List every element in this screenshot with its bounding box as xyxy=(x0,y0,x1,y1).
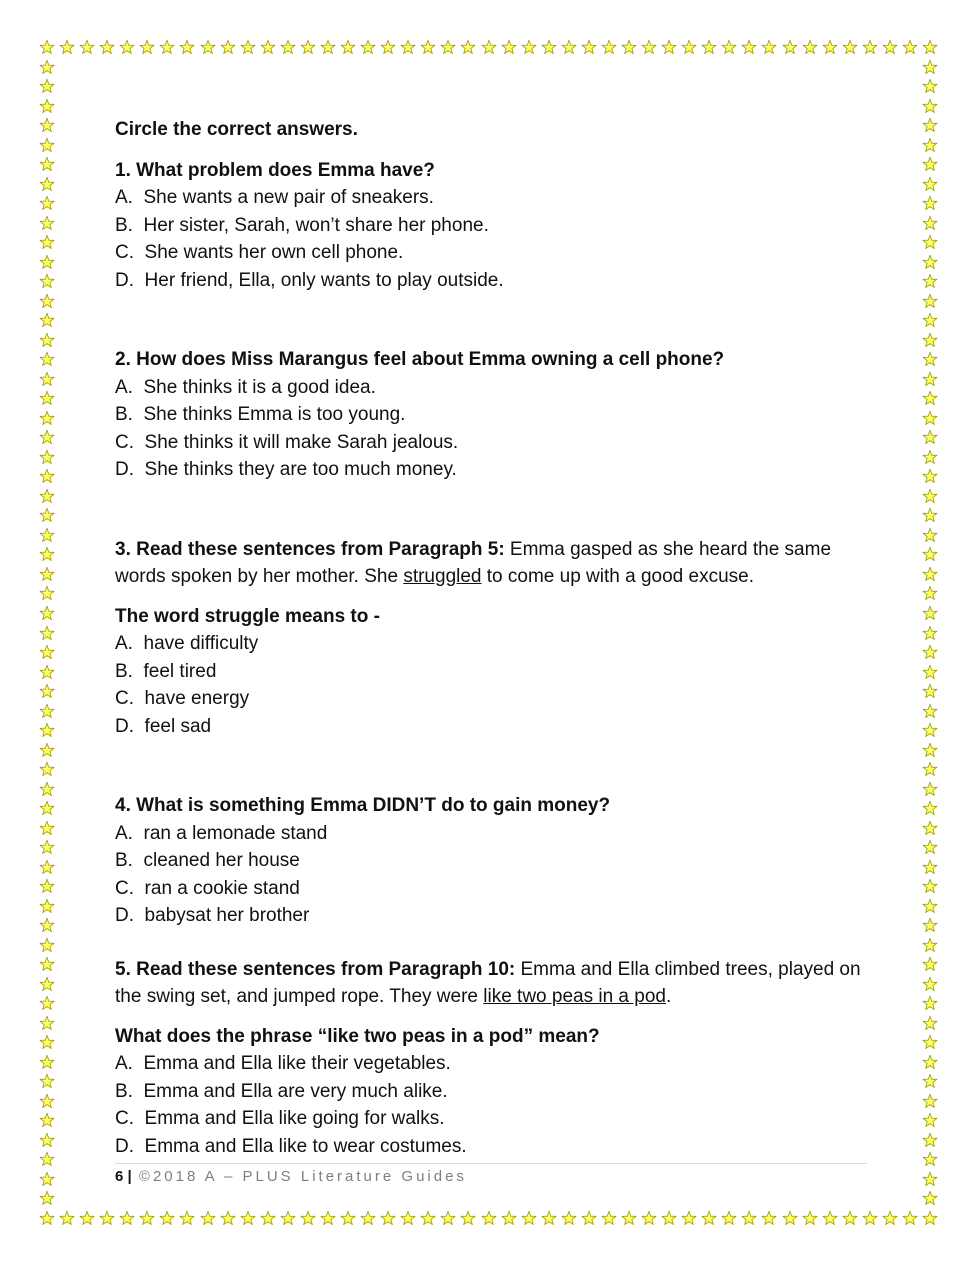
star-icon xyxy=(922,566,938,582)
star-icon xyxy=(701,39,717,55)
answer-choice[interactable]: B. cleaned her house xyxy=(115,850,300,871)
answer-choice[interactable]: C. She thinks it will make Sarah jealous. xyxy=(115,431,459,453)
star-icon xyxy=(39,956,55,972)
question-subprompt: What does the phrase “like two peas in a pod” mean? xyxy=(115,1025,600,1047)
star-icon xyxy=(922,468,938,484)
star-icon xyxy=(39,176,55,192)
star-icon xyxy=(39,527,55,543)
star-icon xyxy=(922,1073,938,1089)
star-icon xyxy=(39,1093,55,1109)
star-icon xyxy=(922,644,938,660)
underlined-phrase: like two peas in a pod xyxy=(483,986,666,1007)
star-icon xyxy=(581,1210,597,1226)
star-icon xyxy=(39,1073,55,1089)
worksheet-content xyxy=(115,116,875,1186)
star-icon xyxy=(922,137,938,153)
star-icon xyxy=(481,1210,497,1226)
star-icon xyxy=(501,39,517,55)
star-icon xyxy=(39,117,55,133)
star-icon xyxy=(922,878,938,894)
star-icon xyxy=(380,1210,396,1226)
star-icon xyxy=(641,1210,657,1226)
star-icon xyxy=(922,1171,938,1187)
star-icon xyxy=(39,332,55,348)
star-icon xyxy=(440,1210,456,1226)
star-icon xyxy=(922,937,938,953)
answer-choice[interactable]: A. ran a lemonade stand xyxy=(115,822,328,844)
star-icon xyxy=(922,683,938,699)
star-icon xyxy=(200,1210,216,1226)
star-icon xyxy=(922,351,938,367)
star-icon xyxy=(922,410,938,426)
star-icon xyxy=(701,1210,717,1226)
star-icon xyxy=(922,664,938,680)
star-icon xyxy=(761,39,777,55)
star-icon xyxy=(922,488,938,504)
star-icon xyxy=(922,176,938,192)
star-icon xyxy=(922,1190,938,1206)
star-icon xyxy=(240,39,256,55)
star-icon xyxy=(501,1210,517,1226)
star-icon xyxy=(39,976,55,992)
star-icon xyxy=(39,1171,55,1187)
star-icon xyxy=(922,429,938,445)
star-icon xyxy=(39,1034,55,1050)
star-icon xyxy=(741,1210,757,1226)
star-icon xyxy=(39,781,55,797)
star-icon xyxy=(39,839,55,855)
star-icon xyxy=(360,39,376,55)
star-icon xyxy=(922,742,938,758)
star-icon xyxy=(922,332,938,348)
question-2 xyxy=(115,346,875,484)
star-icon xyxy=(220,39,236,55)
star-icon xyxy=(39,878,55,894)
star-icon xyxy=(741,39,757,55)
answer-choice[interactable]: C. She wants her own cell phone. xyxy=(115,242,404,263)
star-icon xyxy=(922,312,938,328)
star-icon xyxy=(39,722,55,738)
star-icon xyxy=(400,1210,416,1226)
star-icon xyxy=(922,839,938,855)
star-icon xyxy=(39,898,55,914)
star-icon xyxy=(39,1190,55,1206)
question-title: 4. What is something Emma DIDN’T do to gain money? xyxy=(115,795,611,816)
star-icon xyxy=(39,820,55,836)
passage-text: Emma gasped as she heard the same words spoken by her mother. She xyxy=(115,538,832,587)
star-icon xyxy=(159,39,175,55)
underlined-word: struggled xyxy=(403,566,482,587)
star-icon xyxy=(922,234,938,250)
star-icon xyxy=(922,605,938,621)
star-icon xyxy=(39,1151,55,1167)
copyright-text: ©2018 A – PLUS Literature Guides xyxy=(138,1168,467,1185)
star-icon xyxy=(581,39,597,55)
star-icon xyxy=(39,39,55,55)
star-icon xyxy=(240,1210,256,1226)
star-icon xyxy=(460,39,476,55)
star-icon xyxy=(882,39,898,55)
page-number: 6 | xyxy=(115,1168,132,1185)
star-icon xyxy=(139,1210,155,1226)
star-icon xyxy=(39,137,55,153)
star-icon xyxy=(541,39,557,55)
star-icon xyxy=(99,39,115,55)
star-icon xyxy=(922,898,938,914)
star-icon xyxy=(39,293,55,309)
star-icon xyxy=(39,273,55,289)
star-icon xyxy=(39,449,55,465)
star-icon xyxy=(39,1210,55,1226)
star-icon xyxy=(39,605,55,621)
star-icon xyxy=(721,1210,737,1226)
star-icon xyxy=(59,1210,75,1226)
star-icon xyxy=(561,39,577,55)
star-icon xyxy=(300,1210,316,1226)
star-icon xyxy=(39,644,55,660)
star-icon xyxy=(661,39,677,55)
star-icon xyxy=(922,546,938,562)
star-icon xyxy=(541,1210,557,1226)
star-icon xyxy=(922,39,938,55)
star-icon xyxy=(922,449,938,465)
star-icon xyxy=(39,215,55,231)
star-icon xyxy=(922,995,938,1011)
star-icon xyxy=(922,722,938,738)
star-icon xyxy=(440,39,456,55)
star-icon xyxy=(782,39,798,55)
question-title: 1. What problem does Emma have? xyxy=(115,159,435,181)
question-1 xyxy=(115,157,875,295)
star-icon xyxy=(39,995,55,1011)
star-icon xyxy=(39,507,55,523)
star-icon xyxy=(320,1210,336,1226)
star-icon xyxy=(521,1210,537,1226)
star-icon xyxy=(39,429,55,445)
star-icon xyxy=(39,546,55,562)
question-title: 5. Read these sentences from Paragraph 10: xyxy=(115,958,516,980)
answer-choice[interactable]: B. Emma and Ella are very much alike. xyxy=(115,1080,448,1102)
question-title: 2. How does Miss Marangus feel about Emma owning a cell phone? xyxy=(115,349,725,370)
star-icon xyxy=(882,1210,898,1226)
star-icon xyxy=(922,1093,938,1109)
star-icon xyxy=(721,39,737,55)
answer-choice[interactable]: B. feel tired xyxy=(115,660,217,682)
star-icon xyxy=(922,1054,938,1070)
star-icon xyxy=(922,156,938,172)
star-icon xyxy=(922,390,938,406)
star-icon xyxy=(621,39,637,55)
star-icon xyxy=(922,1015,938,1031)
instruction: Circle the correct answers. xyxy=(115,119,358,140)
star-icon xyxy=(922,625,938,641)
star-icon xyxy=(922,507,938,523)
star-icon xyxy=(79,1210,95,1226)
star-icon xyxy=(922,820,938,836)
answer-choice[interactable]: B. She thinks Emma is too young. xyxy=(115,404,406,425)
answer-choice[interactable]: A. She thinks it is a good idea. xyxy=(115,376,376,398)
passage-text: . xyxy=(665,986,672,1007)
question-3 xyxy=(115,536,875,741)
star-icon xyxy=(39,800,55,816)
star-icon xyxy=(521,39,537,55)
star-icon xyxy=(39,917,55,933)
star-icon xyxy=(39,703,55,719)
question-5 xyxy=(115,956,875,1161)
answer-choice[interactable]: D. Emma and Ella like to wear costumes. xyxy=(115,1135,467,1157)
star-icon xyxy=(260,1210,276,1226)
star-icon xyxy=(139,39,155,55)
answer-choice[interactable]: C. ran a cookie stand xyxy=(115,877,300,899)
answer-choice[interactable]: A. have difficulty xyxy=(115,633,259,654)
star-icon xyxy=(39,937,55,953)
star-icon xyxy=(862,1210,878,1226)
star-icon xyxy=(802,39,818,55)
question-passage xyxy=(115,536,875,591)
star-icon xyxy=(39,1112,55,1128)
answer-choice[interactable]: D. She thinks they are too much money. xyxy=(115,459,457,480)
star-icon xyxy=(601,1210,617,1226)
star-icon xyxy=(79,39,95,55)
star-icon xyxy=(481,39,497,55)
star-icon xyxy=(99,1210,115,1226)
star-icon xyxy=(200,39,216,55)
star-icon xyxy=(922,1034,938,1050)
star-icon xyxy=(179,1210,195,1226)
star-icon xyxy=(300,39,316,55)
star-icon xyxy=(922,956,938,972)
star-icon xyxy=(39,254,55,270)
star-icon xyxy=(39,1054,55,1070)
star-icon xyxy=(340,39,356,55)
star-icon xyxy=(922,195,938,211)
star-icon xyxy=(280,1210,296,1226)
star-icon xyxy=(39,78,55,94)
star-icon xyxy=(902,39,918,55)
star-icon xyxy=(39,351,55,367)
answer-choice[interactable]: D. feel sad xyxy=(115,715,212,737)
star-icon xyxy=(922,781,938,797)
star-icon xyxy=(782,1210,798,1226)
star-icon xyxy=(220,1210,236,1226)
star-icon xyxy=(661,1210,677,1226)
answer-choice[interactable]: D. Her friend, Ella, only wants to play outside. xyxy=(115,269,504,291)
star-icon xyxy=(822,39,838,55)
star-icon xyxy=(842,39,858,55)
star-icon xyxy=(39,156,55,172)
star-icon xyxy=(39,410,55,426)
star-icon xyxy=(179,39,195,55)
star-icon xyxy=(380,39,396,55)
star-icon xyxy=(39,859,55,875)
star-icon xyxy=(922,98,938,114)
star-icon xyxy=(641,39,657,55)
star-icon xyxy=(922,585,938,601)
star-icon xyxy=(39,742,55,758)
passage-text: to come up with a good excuse. xyxy=(481,566,754,587)
star-icon xyxy=(922,273,938,289)
star-icon xyxy=(922,371,938,387)
star-icon xyxy=(39,566,55,582)
star-icon xyxy=(280,39,296,55)
star-icon xyxy=(822,1210,838,1226)
star-icon xyxy=(621,1210,637,1226)
star-icon xyxy=(260,39,276,55)
answer-choice[interactable]: A. Emma and Ella like their vegetables. xyxy=(115,1053,451,1074)
star-icon xyxy=(39,98,55,114)
star-icon xyxy=(39,585,55,601)
answer-choice[interactable]: B. Her sister, Sarah, won’t share her phone. xyxy=(115,214,489,236)
star-icon xyxy=(842,1210,858,1226)
star-icon xyxy=(922,800,938,816)
star-icon xyxy=(39,371,55,387)
star-icon xyxy=(320,39,336,55)
star-icon xyxy=(922,527,938,543)
star-icon xyxy=(922,1210,938,1226)
star-icon xyxy=(922,78,938,94)
star-icon xyxy=(39,488,55,504)
question-passage xyxy=(115,956,875,1011)
star-icon xyxy=(761,1210,777,1226)
star-icon xyxy=(681,39,697,55)
star-icon xyxy=(59,39,75,55)
star-icon xyxy=(400,39,416,55)
page-footer xyxy=(115,1163,867,1185)
star-icon xyxy=(922,59,938,75)
star-icon xyxy=(561,1210,577,1226)
star-icon xyxy=(39,1132,55,1148)
star-icon xyxy=(340,1210,356,1226)
star-icon xyxy=(119,1210,135,1226)
star-icon xyxy=(922,859,938,875)
star-icon xyxy=(39,761,55,777)
question-title: 3. Read these sentences from Paragraph 5: xyxy=(115,538,505,560)
star-icon xyxy=(922,293,938,309)
star-icon xyxy=(159,1210,175,1226)
star-icon xyxy=(922,254,938,270)
star-icon xyxy=(802,1210,818,1226)
star-icon xyxy=(922,1151,938,1167)
star-icon xyxy=(39,59,55,75)
star-icon xyxy=(922,976,938,992)
star-icon xyxy=(39,390,55,406)
star-icon xyxy=(119,39,135,55)
star-icon xyxy=(360,1210,376,1226)
star-icon xyxy=(922,1112,938,1128)
answer-choice[interactable]: A. She wants a new pair of sneakers. xyxy=(115,187,434,208)
star-icon xyxy=(902,1210,918,1226)
question-subprompt: The word struggle means to - xyxy=(115,605,380,627)
star-icon xyxy=(681,1210,697,1226)
star-icon xyxy=(39,664,55,680)
star-icon xyxy=(39,312,55,328)
star-icon xyxy=(922,917,938,933)
star-icon xyxy=(922,1132,938,1148)
star-icon xyxy=(601,39,617,55)
star-icon xyxy=(420,1210,436,1226)
passage-text: Emma and Ella climbed trees, played on the swing set, and jumped rope. They were xyxy=(115,958,861,1007)
star-icon xyxy=(922,703,938,719)
star-icon xyxy=(420,39,436,55)
star-icon xyxy=(922,117,938,133)
star-icon xyxy=(922,215,938,231)
star-icon xyxy=(460,1210,476,1226)
star-icon xyxy=(39,625,55,641)
answer-choice[interactable]: C. Emma and Ella like going for walks. xyxy=(115,1108,445,1129)
star-icon xyxy=(39,234,55,250)
star-icon xyxy=(39,683,55,699)
star-icon xyxy=(39,195,55,211)
answer-choice[interactable]: C. have energy xyxy=(115,688,250,709)
answer-choice[interactable]: D. babysat her brother xyxy=(115,905,310,926)
star-icon xyxy=(862,39,878,55)
star-icon xyxy=(922,761,938,777)
star-icon xyxy=(39,468,55,484)
star-icon xyxy=(39,1015,55,1031)
question-4 xyxy=(115,792,875,930)
